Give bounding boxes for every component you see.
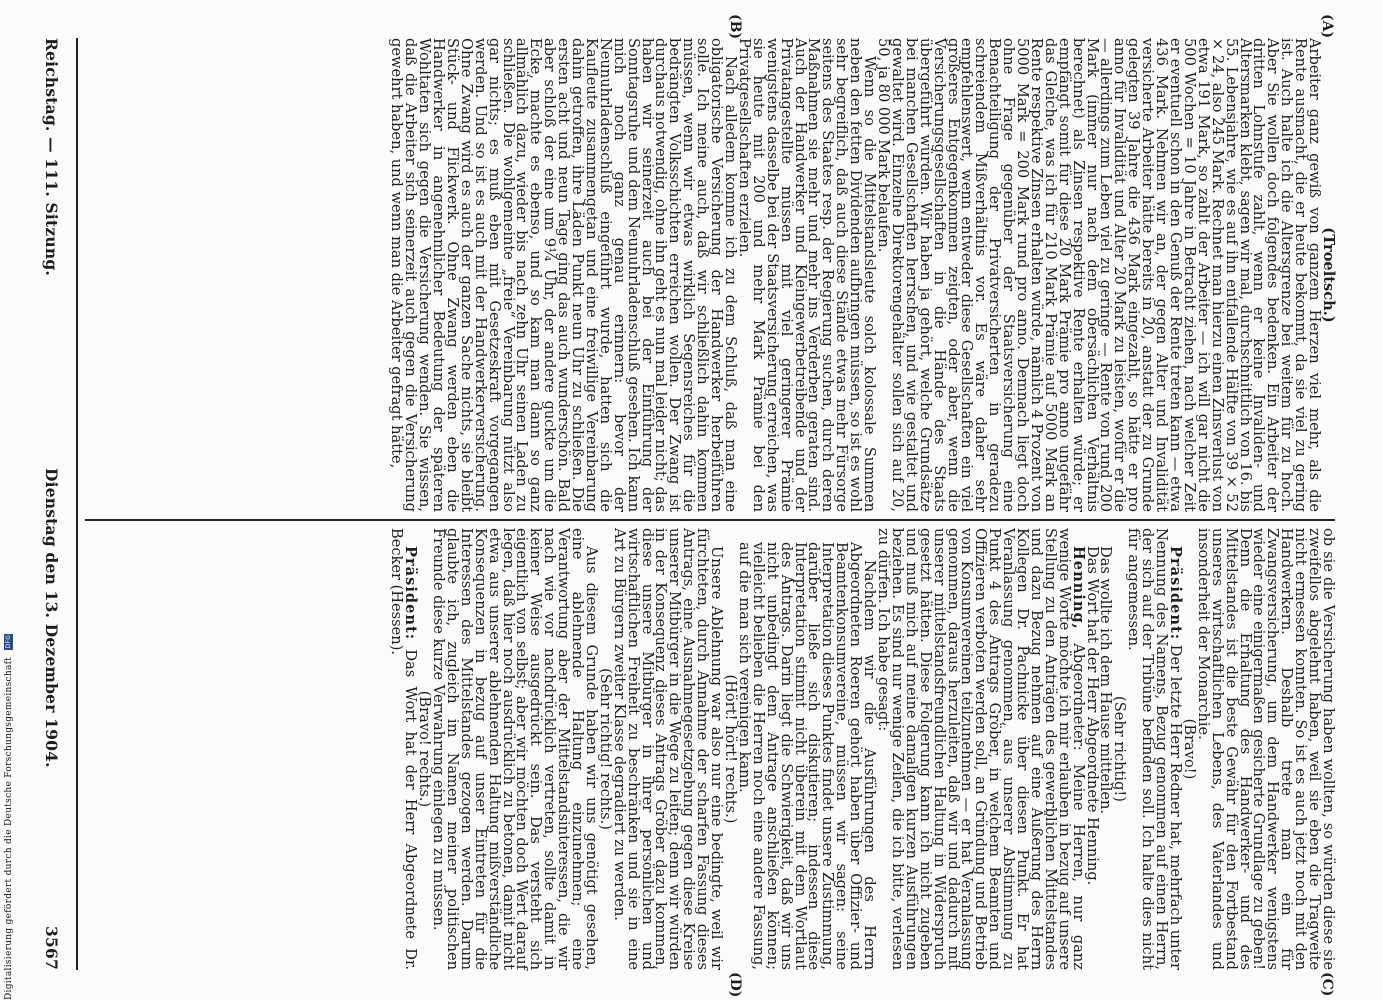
right-column: [87, 528, 1335, 970]
president-text-1: Der letzte Herr Redner hat, mehrfach unter Nennung des Namens, Bezug genommen auf einen Herrn, der sich auf der Tribüne befinden soll. Ich halte dies nicht für angemessen.: [1125, 528, 1185, 971]
speaker-president: Präsident:: [1167, 546, 1185, 641]
speaker-president-2: Präsident:: [402, 546, 420, 641]
page-header: [41, 38, 61, 970]
footer-text: Digitalisierung gefördert durch die Deutsche Forschungsgemeinschaft: [4, 656, 14, 1000]
column-divider: [85, 519, 1335, 521]
marker-d: (D): [727, 972, 743, 998]
left-column: [87, 38, 1335, 512]
page-number: 3567: [42, 926, 61, 970]
marker-a: (A): [1319, 14, 1335, 39]
speaker-reference: (Troeltsch.): [1320, 227, 1337, 323]
quoted-passage: Nachdem wir die Ausführungen des Herrn Abgeordneten Roeren gehört haben über Offizier- und Beamtenkonsumvereine, müssen wir sagen: seine Interpretation dieses Punktes findet unsere Zustimmung, darüber ließe sich diskutieren; indessen diese Interpretation stimmt nicht überein mit dem Wortlaut des Antrags. Darin liegt die Schwierigkeit, daß wir uns nicht unbedingt dem Antrage anschließen können; vielleicht belieben die Herren noch eine andere Fassung, auf die man sich vereinigen kann.: [735, 542, 879, 970]
header-date: Dienstag den 13. Dezember 1904.: [42, 468, 61, 768]
president-text-2: Das Wort hat der Herr Abgeordnete Dr. Becker (Hessen).: [388, 528, 420, 971]
henning-text: Abgeordneter: Meine Herren, nur ganz wenige Worte möchte ich mir erlauben in bezug auf unsere Stellung zu den Anträgen des gewerblichen Mittelstandes und dazu Bezug nehmen auf eine Äußerung des Herrn Kollegen Dr. Pachnicke über diesen Punkt. Er hat Veranlassung genommen, aus unserer Abstimmung zu Punkt 4 des Antrags Gröber, in welchem Beamten und Offizieren verboten werden soll, an Gründung und Betrieb von Konsumvereinen teilzunehmen — er hat Veranlassung genommen, daraus herzuleiten, daß wir und dadurch mit unserer mittelstandsfreundlichen Haltung in Widerspruch gesetzt hätten. Diese Folgerung kann ich nicht zugeben und muß mich auf meine damaligen kurzen Ausführungen beziehen. Es sind nur wenige Zeilen, die ich bitte, verlesen zu dürfen. Ich habe gesagt:: [875, 528, 1087, 970]
applause-2: (Bravo! rechts.): [416, 690, 434, 808]
applause-1: (Bravo!): [1180, 718, 1198, 780]
approval-1: (Sehr richtig!): [1111, 696, 1129, 802]
dfg-logo-icon: DFG: [5, 634, 12, 649]
header-rule: [76, 38, 78, 970]
reasons-paragraph: Aus diesem Grunde haben wir uns genötigt gesehen, eine ablehnende Haltung einzunehmen; eine Verantwortung aber der Mittelstandsinteressen, die wir nach wie vor nachdrücklich vertreten, sollte damit in keiner Weise ausgedrückt sein. Das versteht sich eigentlich von selbst; aber wir möchten doch Wert darauf legen, daß hier noch ausdrücklich zu betonen, damit nicht etwa aus unserer ablehnenden Haltung mißverständliche Konsequenzen in bezug auf unser Eintreten für die Interessen des Mittelstandes gezogen werden. Darum glaubte ich, zugleich im Namen meiner politischen Freunde diese kurze Verwahrung einlegen zu müssen.: [430, 528, 600, 970]
interjection-hoert: (Hört! hört! rechts.): [722, 674, 740, 824]
marker-b: (B): [727, 14, 743, 40]
left-paragraph-3: Nach alledem komme ich zu dem Schluß, daß man eine obligatorische Versicherung der Handwerker herbeiführen solle. Ich meine auch, daß wir schließlich dahin kommen müssen, wenn wir etwas wirklich Segensreiches für die bedrängten Volksschichten erreichen wollen. Der Zwang ist durchaus notwendig, ohne ihn geht es nun mal leider nicht; das haben wir seinerzeit auch bei der Einführung der Sonntagsruhe und dem Neunuhrladenschluß gesehen. Ich kann mich noch ganz genau erinnern: bevor der Neunuhrladenschluß eingeführt wurde, hatten sich die Kaufleute zusammengetan und eine freiwillige Vereinbarung dahin getroffen, ihre Läden Punkt neun Uhr zu schließen. Die ersten acht und neun Tage ging das auch wunderschön. Bald aber schloß der eine um 9¼ Uhr, der andere guckte um die Ecke, machte es ebenso, und so kam man dann so ganz allmählich dazu, wieder bis nach zehn Uhr seinen Laden zu schließen. Die wohlgemeinte „freie“ Vereinbarung nützt also gar nichts; es muß eben mit Gesetzeskraft vorgegangen werden. Und so ist es auch mit der Handwerkerversicherung. Ohne Zwang wird es auch der ganzen Sache nichts, sie bleibt Stück- und Flickwerk. Ohne Zwang werden eben die Handwerker in angenehmlicher Bedeutung der späteren Wohltaten sich gegen die Versicherung wenden. Sie wissen, daß die Arbeiter sich seinerzeit auch gegen die Versicherung gewehrt haben, und wenn man die Arbeiter gefragt hätte,: [388, 38, 740, 512]
floor-henning: Das Wort hat der Herr Abgeordnete Henning.: [1083, 546, 1101, 886]
president-remark-1: [1125, 528, 1185, 971]
right-paragraph-1: ob sie die Versicherung haben wollten, so würden diese sie zweifellos abgelehnt haben, weil sie eben die Tragweite nicht ermessen konnten. So ist es auch jetzt noch mit den Handwerkern. Deshalb trete man ein für Zwangsversicherung, um dem Handwerker wenigstens wieder eine einigermaßen gesicherte Grundlage zu geben! Denn die Erhaltung des Handwerker- und des Mittelstandes ist die beste Gewähr für den Fortbestand unseres wirtschaftlichen Lebens, des Vaterlandes und insonderheit der Monarchie.: [1194, 528, 1337, 970]
inform-house: Das wollte ich dem Hause mitteilen.: [1097, 546, 1115, 815]
header-session: Reichstag. — 111. Sitzung.: [42, 38, 61, 276]
footer-credit: [4, 0, 18, 1000]
henning-speech: [876, 528, 1085, 970]
speaker-henning: Henning,: [1069, 546, 1087, 630]
left-paragraph-2: Wenn so die Mittelstandsleute solch kolossale Summen neben den fetten Dividenden aufbringen müssen, so ist es wohl sehr begreiflich, daß auch diese Stände etwas mehr Fürsorge seitens des Staates resp. der Regierung suchen, durch deren Maßnahmen sie mehr und mehr ins Verderben geraten sind. Auch der Handwerker und Kleingewerbetreibende und der Privatangestellte müssen mit viel geringerer Prämie wenigstens dasselbe bei der Staatsversicherung erreichen, was sie heute mit 200 und mehr Mark Prämie bei den Privatgesellschaften erzielen.: [735, 38, 879, 512]
rejection-paragraph: Unsere Ablehnung war also nur eine bedingte, weil wir fürchteten, durch Annahme der scharfen Fassung dieses Antrags, eine Ausnahmegesetzgebung gegen diese Kreise unserer Mitbürger in die Wege zu leiten; denn wir würden in der Konsequenz dieses Antrags Gröber dazu kommen, diese unsere Mitbürger in ihrer persönlichen und wirtschaftlichen Freiheit zu beschränken und sie in eine Art zu Bürgern zweiter Klasse degradiert zu werden.: [610, 528, 726, 970]
marker-c: (C): [1319, 972, 1335, 997]
president-remark-2: [388, 528, 420, 971]
approval-2: (Sehr richtig! rechts.): [596, 668, 614, 830]
left-paragraph-1: Arbeiter ganz gewiß von ganzem Herzen viel mehr, als die Rente ausmacht, die er heute bekommt, da sie viel zu gering ist. Auch halte ich die Altersgrenze bei weitem für zu hoch. Aber Sie wollen doch folgendes bedenken. Ein Arbeiter der dritten Lohnstufe zahlt, wenn er keine Invaliden- und Altersmarken klebt, sagen wir mal, durchschnittlich von 16. bis 55. Lebensjahre, wie es auf ihn entfallende Hälfte von 39 × 52 × 24, also 245 Mark. Rechnet man hierzu einen Zinsverlust von etwa 191 Mark, so zahlt der Arbeiter — ich will gar nicht die 500 Wochen = 10 Jahre in Betracht ziehen, nach welcher Zeit er eventuell schon in den Genuß der Rente treten kann — etwa 436 Mark. Nehmen wir an, der gegen Alter und Invalidität versicherte Arbeiter hätte bereits in 20, anstatt der zu Grunde gelegten 39 Jahre die 436 Mark eingezahlt, so hätte er pro anno für Invalidität und Alter 20 Mark zu leisten, wofür er die — allerdings zum Leben viel zu geringe — Rente von rund 200 Mark (immer nur nach dem obersächlichen Verhältnis berechnet) als Zinsen respektive Rente erhalten würde; er empfängt somit für diese 20 Mark Prämie pro anno ungefähr das Gleiche, was ich für 210 Mark Prämie auf 5000 Mark an Rente respektive Zinsen erhalten würde, nämlich 4 Prozent von 5000 Mark = 200 Mark rund pro anno. Demnach liegt doch ohne Frage gegenüber der Staatsversicherung eine Benachteiligung der Privatversicherten in geradezu schreiendem Mißverhältnis vor. Es wäre daher sehr empfehlenswert, wenn entweder diese Gesellschaften ein viel größeres Entgegenkommen zeigten, oder aber, wenn die Versicherungsgesellschaften in die Hände des Staats übergeführt würden. Wir haben ja gehört, welche Grundsätze bei manchen Gesellschaften herrschen, und wie gestaltet und gewaltet wird. Einzelne Direktorengehälter sollen sich auf 20, 50, ja 80 000 Mark belaufen.: [875, 38, 1324, 512]
